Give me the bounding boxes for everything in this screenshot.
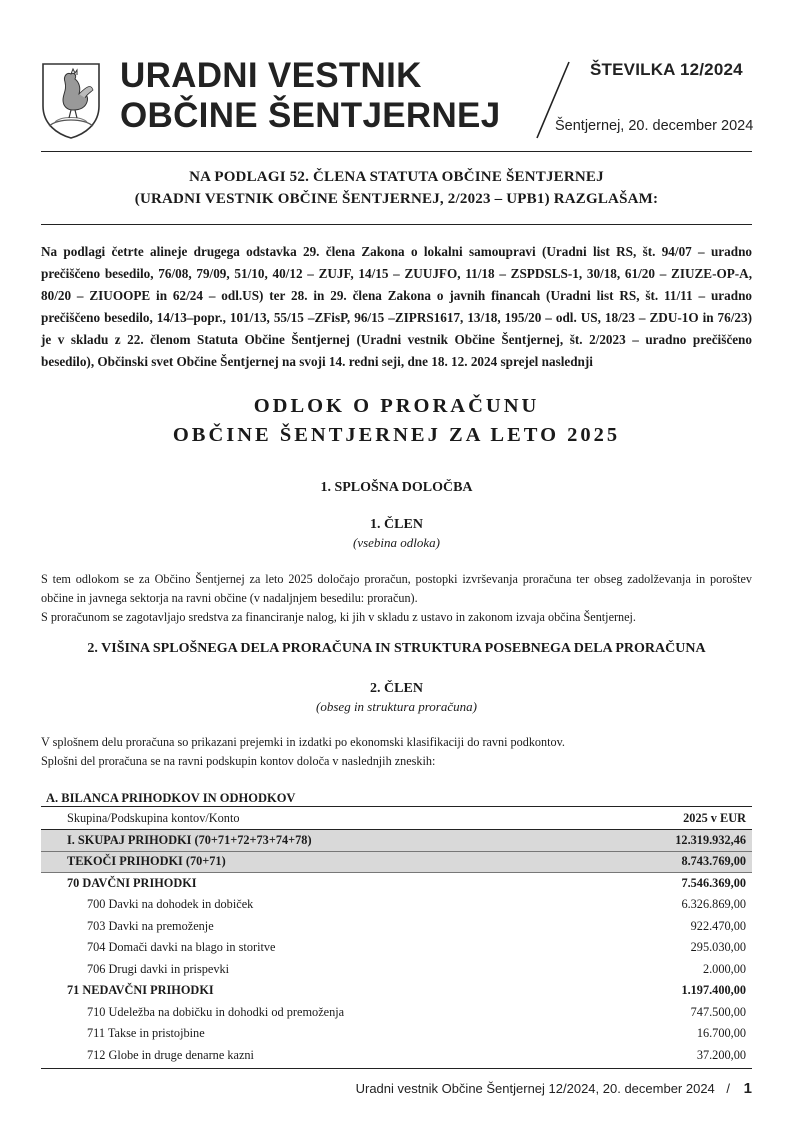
issue-number: ŠTEVILKA 12/2024 [590,60,743,79]
preamble-heading [41,166,752,210]
table-row [41,980,752,1002]
table-row [41,1023,752,1045]
article-number: 1. ČLEN [370,517,423,532]
row-amount: 6.326.869,00 [681,897,746,912]
table-row [41,830,752,852]
row-label: 703 Davki na premoženje [87,918,214,933]
table-row [41,937,752,959]
row-label: 710 Udeležba na dobičku in dohodki od premoženja [87,1004,345,1019]
title-line-1: URADNI VESTNIK [120,56,422,95]
row-label: 71 NEDAVČNI PRIHODKI [67,983,214,998]
article-1-heading [41,516,752,552]
article-1-body [41,570,752,627]
row-label: 700 Davki na dohodek in dobiček [87,897,254,912]
article-2-body [41,733,752,771]
article-number: 2. ČLEN [370,681,423,696]
article-subtitle: (obseg in struktura proračuna) [316,699,477,714]
column-header-amount: 2025 v EUR [611,808,752,830]
row-amount: 922.470,00 [690,918,746,933]
row-amount: 1.197.400,00 [681,983,746,998]
paragraph: S tem odlokom se za Občino Šentjernej za leto 2025 določajo proračun, postopki izvrševanja proračuna ter obseg zadolževanja in poroštev občine in javnega sektorja na ravni občine (v nadaljnjem besedilu: proračun). [41,572,752,605]
row-label: TEKOČI PRIHODKI (70+71) [41,851,611,873]
row-label: 712 Globe in druge denarne kazni [87,1047,254,1062]
table-row [41,851,752,873]
page-footer [41,1080,752,1097]
legal-basis-paragraph: Na podlagi četrte alineje drugega odstavka 29. člena Zakona o lokalni samoupravi (Uradni list RS, št. 94/07 – uradno prečiščeno besedilo, 76/08, 79/09, 51/10, 40/12 – ZUJF, 14/15 – ZUUJFO, 11/18 – ZSPDSLS-1, 30/18, 61/20 – ZIUZE-OP-A, 80/20 – ZIUOOPE in 62/24 – odl.US) ter 28. in 29. člena Zakona o javnih financah (Uradni list RS, št. 11/11 – uradno prečiščeno besedilo, 14/13–popr., 101/13, 55/15 –ZFisP, 96/15 –ZIPRS1617, 13/18, 195/20 – odl. US, 18/23 – ZDU-1O in 76/23) je v skladu z 22. členom Statuta Občine Šentjernej (Uradni vestnik Občine Šentjernej, št. 2/2023 – uradno prečiščeno besedilo), Občinski svet Občine Šentjernej na svoji 14. redni seji, dne 18. 12. 2024 sprejel naslednji [41,244,752,369]
row-amount: 37.200,00 [696,1047,746,1062]
row-label: 706 Drugi davki in prispevki [87,961,230,976]
table-row [41,894,752,916]
article-2-heading [41,680,752,716]
publication-title [120,56,500,136]
paragraph: V splošnem delu proračuna so prikazani prejemki in izdatki po ekonomski klasifikaciji do ravni podkontov. [41,735,565,749]
table-row [41,1045,752,1067]
row-amount: 2.000,00 [702,961,746,976]
row-label: I. SKUPAJ PRIHODKI (70+71+72+73+74+78) [41,830,611,852]
table-header-row [41,808,752,830]
paragraph: S proračunom se zagotavljajo sredstva za financiranje nalog, ki jih v skladu z ustavo in zakonom izvaja občina Šentjernej. [41,610,636,624]
row-amount: 12.319.932,46 [611,830,752,852]
table-row [41,959,752,981]
column-header-account: Skupina/Podskupina kontov/Konto [41,808,611,830]
table-row [41,873,752,895]
table-row [41,916,752,938]
preamble-line-2: (URADNI VESTNIK OBČINE ŠENTJERNEJ, 2/2023 – UPB1) RAZGLAŠAM: [134,191,659,207]
section-heading-1: 1. SPLOŠNA DOLOČBA [320,480,473,495]
article-subtitle: (vsebina odloka) [352,535,440,550]
row-amount: 295.030,00 [690,940,746,955]
row-label: 704 Domači davki na blago in storitve [87,940,276,955]
title-line-2: OBČINE ŠENTJERNEJ [120,96,501,135]
header-rule [41,151,752,152]
row-label: 711 Takse in pristojbine [87,1026,205,1041]
budget-table [41,808,752,1066]
decree-title [41,392,752,450]
row-amount: 7.546.369,00 [681,876,746,890]
section-heading-2: 2. VIŠINA SPLOŠNEGA DELA PRORAČUNA IN STRUKTURA POSEBNEGA DELA PRORAČUNA [87,641,706,656]
issue-date: Šentjernej, 20. december 2024 [555,118,754,134]
table-title: A. BILANCA PRIHODKOV IN ODHODKOV [46,791,296,805]
footer-separator: / [726,1081,731,1096]
page-number: 1 [743,1080,752,1097]
row-amount: 16.700,00 [696,1026,746,1041]
decree-title-line-1: ODLOK O PRORAČUNU [253,395,540,417]
coat-of-arms-icon [41,62,101,140]
masthead [0,0,794,150]
preamble-rule [41,224,752,225]
paragraph: Splošni del proračuna se na ravni podskupin kontov določa v naslednjih zneskih: [41,754,436,768]
footer-rule [41,1068,752,1069]
row-amount: 747.500,00 [690,1004,746,1019]
row-amount: 8.743.769,00 [611,851,752,873]
row-label: 70 DAVČNI PRIHODKI [67,876,197,890]
table-row [41,1002,752,1024]
preamble-line-1: NA PODLAGI 52. ČLENA STATUTA OBČINE ŠENTJERNEJ [189,169,604,185]
decree-title-line-2: OBČINE ŠENTJERNEJ ZA LETO 2025 [172,424,621,446]
table-top-rule [41,806,752,807]
footer-text: Uradni vestnik Občine Šentjernej 12/2024, 20. december 2024 [355,1081,715,1096]
